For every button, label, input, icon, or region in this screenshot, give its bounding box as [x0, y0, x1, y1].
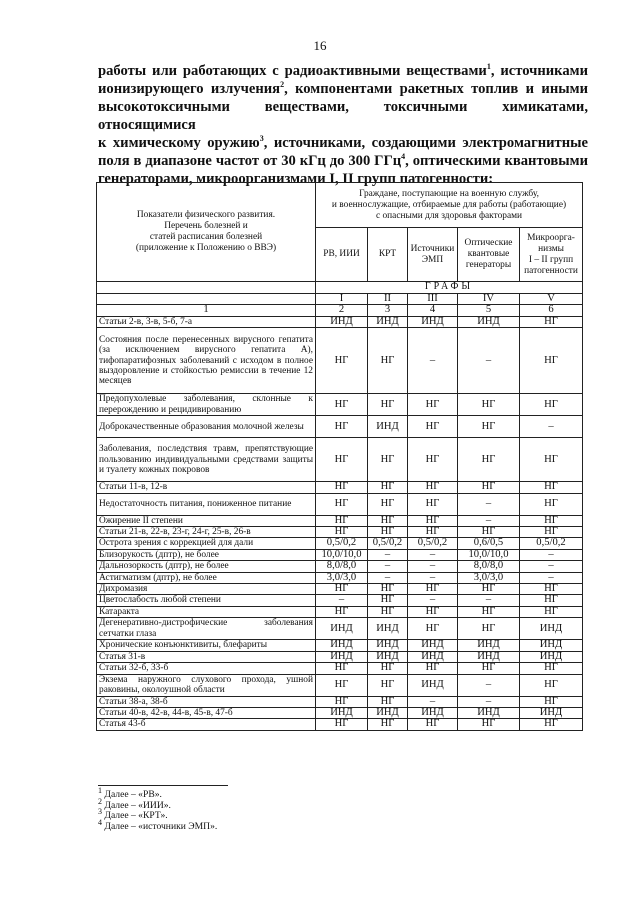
- column-number: 6: [520, 305, 583, 316]
- footnote-number: 1: [98, 785, 102, 795]
- footnote-number: 4: [98, 817, 102, 827]
- row-value: НГ: [408, 438, 458, 482]
- row-value: НГ: [368, 482, 408, 493]
- row-value: НГ: [316, 515, 368, 526]
- row-label: Ожирение II степени: [97, 515, 316, 526]
- row-label: Статьи 32-б, 33-б: [97, 663, 316, 674]
- row-value: ИНД: [368, 416, 408, 438]
- row-value: НГ: [520, 595, 583, 606]
- row-value: НГ: [316, 438, 368, 482]
- table-row: [97, 515, 583, 526]
- row-value: НГ: [458, 394, 520, 416]
- row-value: НГ: [368, 584, 408, 595]
- column-number: 3: [368, 305, 408, 316]
- row-value: НГ: [520, 438, 583, 482]
- row-value: 0,5/0,2: [520, 538, 583, 549]
- column-header-1: РВ, ИИИ: [316, 228, 368, 282]
- row-value: –: [316, 595, 368, 606]
- row-value: НГ: [458, 719, 520, 730]
- row-label: Статья 43-б: [97, 719, 316, 730]
- row-value: НГ: [458, 663, 520, 674]
- header-group: Граждане, поступающие на военную службу, и военнослужащие, отбираемые для работы (работающие) с опасными для здоровья факторами: [316, 183, 583, 228]
- intro-line-3: высокотоксичными веществами, токсичными химикатами, относящимися: [98, 99, 588, 133]
- row-value: 0,5/0,2: [368, 538, 408, 549]
- row-value: ИНД: [458, 707, 520, 718]
- row-value: –: [458, 493, 520, 515]
- row-label: Статьи 2-в, 3-в, 5-б, 7-а: [97, 316, 316, 327]
- row-value: НГ: [408, 606, 458, 617]
- row-label: Заболевания, последствия травм, препятствующие пользованию индивидуальными средствами защиты и туалету кожных покровов: [97, 438, 316, 482]
- table-row: [97, 707, 583, 718]
- row-value: 0,5/0,2: [316, 538, 368, 549]
- row-value: ИНД: [316, 618, 368, 640]
- row-value: ИНД: [316, 640, 368, 651]
- row-value: НГ: [458, 527, 520, 538]
- row-value: НГ: [316, 696, 368, 707]
- row-value: НГ: [316, 493, 368, 515]
- row-value: НГ: [408, 584, 458, 595]
- row-value: НГ: [408, 515, 458, 526]
- row-label: Статьи 21-в, 22-в, 23-г, 24-г, 25-в, 26-в: [97, 527, 316, 538]
- row-value: НГ: [368, 606, 408, 617]
- footnote-list: [98, 785, 228, 832]
- row-value: НГ: [368, 674, 408, 696]
- row-value: –: [520, 549, 583, 560]
- row-value: НГ: [316, 328, 368, 394]
- column-number: 5: [458, 305, 520, 316]
- row-label: Статья 31-в: [97, 651, 316, 662]
- table-row: [97, 394, 583, 416]
- row-value: НГ: [316, 584, 368, 595]
- row-value: ИНД: [520, 618, 583, 640]
- row-value: ИНД: [520, 651, 583, 662]
- row-value: 8,0/8,0: [458, 561, 520, 572]
- row-value: НГ: [458, 618, 520, 640]
- footnote-rule: [98, 785, 228, 786]
- row-value: НГ: [458, 438, 520, 482]
- row-value: 10,0/10,0: [458, 549, 520, 560]
- row-value: 3,0/3,0: [458, 572, 520, 583]
- row-value: НГ: [408, 482, 458, 493]
- row-value: НГ: [316, 606, 368, 617]
- row-value: НГ: [458, 482, 520, 493]
- row-value: –: [520, 561, 583, 572]
- roman-numeral-row: [97, 294, 583, 305]
- row-label: Статьи 38-а, 38-б: [97, 696, 316, 707]
- table-row: [97, 527, 583, 538]
- page-number: 16: [313, 38, 327, 53]
- row-value: –: [368, 572, 408, 583]
- column-header-2: КРТ: [368, 228, 408, 282]
- row-value: НГ: [368, 328, 408, 394]
- row-value: НГ: [316, 482, 368, 493]
- row-value: НГ: [316, 527, 368, 538]
- footnote-text: Далее – «источники ЭМП».: [102, 820, 218, 832]
- row-value: ИНД: [520, 707, 583, 718]
- footnotes: [98, 785, 228, 832]
- row-value: –: [368, 561, 408, 572]
- row-label: Дегенеративно-дистрофические заболевания сетчатки глаза: [97, 618, 316, 640]
- row-value: НГ: [520, 394, 583, 416]
- row-value: –: [408, 595, 458, 606]
- row-value: –: [458, 515, 520, 526]
- roman-numeral: I: [316, 294, 368, 305]
- row-value: НГ: [408, 493, 458, 515]
- row-value: НГ: [368, 527, 408, 538]
- table-row: [97, 663, 583, 674]
- column-number: 1: [97, 305, 316, 316]
- header-indicators: Показатели физического развития. Перечень болезней и статей расписания болезней (приложение к Положению о ВВЭ): [97, 183, 316, 282]
- row-value: НГ: [316, 674, 368, 696]
- row-value: ИНД: [458, 640, 520, 651]
- footnote-text: Далее – «ИИИ».: [102, 799, 171, 811]
- intro-line-4: к химическому оружию$^3$, источниками, создающими электромагнитные: [98, 134, 588, 151]
- row-label: Катаракта: [97, 606, 316, 617]
- row-label: Статьи 11-в, 12-в: [97, 482, 316, 493]
- row-value: НГ: [520, 328, 583, 394]
- intro-line-2: ионизирующего излучения$^2$, компонентами ракетных топлив и иными: [98, 80, 588, 97]
- row-value: НГ: [520, 527, 583, 538]
- row-value: ИНД: [368, 618, 408, 640]
- row-value: –: [408, 572, 458, 583]
- table-row: [97, 328, 583, 394]
- row-value: НГ: [458, 606, 520, 617]
- footnote: [98, 817, 228, 833]
- row-value: ИНД: [408, 707, 458, 718]
- row-value: –: [408, 549, 458, 560]
- row-value: 0,5/0,2: [408, 538, 458, 549]
- table-row: [97, 651, 583, 662]
- table-row: [97, 674, 583, 696]
- grafy-label: ГРАФЫ: [316, 282, 583, 294]
- row-value: ИНД: [458, 651, 520, 662]
- grafy-blank: [97, 282, 316, 294]
- column-number: 2: [316, 305, 368, 316]
- roman-numeral: II: [368, 294, 408, 305]
- column-header-5: Микроорга- низмы I – II групп патогенности: [520, 228, 583, 282]
- row-value: 10,0/10,0: [316, 549, 368, 560]
- row-value: НГ: [368, 515, 408, 526]
- table-row: [97, 316, 583, 327]
- row-label: Экзема наружного слухового прохода, ушной раковины, околоушной области: [97, 674, 316, 696]
- row-value: НГ: [520, 515, 583, 526]
- row-value: НГ: [368, 438, 408, 482]
- column-header-4: Оптические квантовые генераторы: [458, 228, 520, 282]
- row-label: Близорукость (дптр), не более: [97, 549, 316, 560]
- row-value: ИНД: [368, 316, 408, 327]
- row-value: НГ: [368, 394, 408, 416]
- row-value: –: [520, 416, 583, 438]
- row-value: ИНД: [408, 651, 458, 662]
- row-value: ИНД: [368, 651, 408, 662]
- row-value: –: [368, 549, 408, 560]
- row-value: ИНД: [458, 316, 520, 327]
- table-body: [97, 316, 583, 730]
- row-label: Дихромазия: [97, 584, 316, 595]
- footnote-number: 3: [98, 807, 102, 816]
- table-row: [97, 696, 583, 707]
- row-label: Дальнозоркость (дптр), не более: [97, 561, 316, 572]
- row-value: –: [458, 696, 520, 707]
- row-value: НГ: [520, 482, 583, 493]
- table-row: [97, 572, 583, 583]
- medical-fitness-table: [96, 182, 583, 731]
- column-header-3: Источники ЭМП: [408, 228, 458, 282]
- row-value: –: [458, 328, 520, 394]
- row-value: ИНД: [408, 674, 458, 696]
- roman-blank: [97, 294, 316, 305]
- row-value: ИНД: [316, 707, 368, 718]
- row-label: Острота зрения с коррекцией для дали: [97, 538, 316, 549]
- footnote-text: Далее – «КРТ».: [102, 810, 168, 822]
- row-value: НГ: [316, 394, 368, 416]
- row-value: –: [408, 696, 458, 707]
- row-value: –: [458, 674, 520, 696]
- row-value: НГ: [520, 316, 583, 327]
- row-value: ИНД: [368, 640, 408, 651]
- row-value: ИНД: [520, 640, 583, 651]
- row-value: –: [458, 595, 520, 606]
- row-value: НГ: [520, 663, 583, 674]
- intro-line-1: работы или работающих с радиоактивными веществами$^1$, источниками: [98, 62, 588, 79]
- table-row: [97, 493, 583, 515]
- intro-line-6: генераторами, микроорганизмами I, II групп патогенности:: [98, 171, 494, 187]
- table-row: [97, 584, 583, 595]
- column-number-row: [97, 305, 583, 316]
- roman-numeral: V: [520, 294, 583, 305]
- row-value: НГ: [368, 493, 408, 515]
- row-value: НГ: [520, 584, 583, 595]
- row-value: НГ: [368, 719, 408, 730]
- row-value: НГ: [316, 416, 368, 438]
- table-row: [97, 538, 583, 549]
- roman-numeral: IV: [458, 294, 520, 305]
- table-row: [97, 618, 583, 640]
- row-value: –: [408, 328, 458, 394]
- table-row: [97, 606, 583, 617]
- row-label: Хронические конъюнктивиты, блефариты: [97, 640, 316, 651]
- row-label: Цветослабость любой степени: [97, 595, 316, 606]
- row-value: 0,6/0,5: [458, 538, 520, 549]
- row-value: НГ: [368, 663, 408, 674]
- row-value: НГ: [408, 394, 458, 416]
- table-row: [97, 595, 583, 606]
- table-row: [97, 549, 583, 560]
- row-value: 8,0/8,0: [316, 561, 368, 572]
- row-value: НГ: [520, 606, 583, 617]
- table-row: [97, 416, 583, 438]
- row-value: ИНД: [408, 640, 458, 651]
- row-value: НГ: [316, 719, 368, 730]
- row-value: НГ: [408, 527, 458, 538]
- row-value: НГ: [458, 416, 520, 438]
- intro-paragraph: [98, 62, 588, 188]
- table-row: [97, 438, 583, 482]
- footnote-number: 2: [98, 796, 102, 806]
- row-value: НГ: [458, 584, 520, 595]
- intro-line-5: поля в диапазоне частот от 30 кГц до 300 ГГц$^4$, оптическими квантовыми: [98, 152, 588, 169]
- row-label: Состояния после перенесенных вирусного гепатита (за исключением вирусного гепатита А), тифопаратифозных заболеваний с исходом в полное выздоровление и стойкостью ремиссии в течение 12 месяцев: [97, 328, 316, 394]
- row-value: НГ: [408, 719, 458, 730]
- row-label: Недостаточность питания, пониженное питание: [97, 493, 316, 515]
- table-row: [97, 719, 583, 730]
- row-value: –: [408, 561, 458, 572]
- row-value: ИНД: [368, 707, 408, 718]
- row-value: 3,0/3,0: [316, 572, 368, 583]
- row-value: НГ: [408, 416, 458, 438]
- column-number: 4: [408, 305, 458, 316]
- row-value: НГ: [408, 618, 458, 640]
- row-value: НГ: [408, 663, 458, 674]
- table-row: [97, 640, 583, 651]
- row-label: Доброкачественные образования молочной железы: [97, 416, 316, 438]
- row-value: НГ: [520, 674, 583, 696]
- row-value: НГ: [520, 493, 583, 515]
- roman-numeral: III: [408, 294, 458, 305]
- row-value: НГ: [368, 595, 408, 606]
- footnote-text: Далее – «РВ».: [102, 789, 162, 800]
- row-value: ИНД: [316, 316, 368, 327]
- row-value: ИНД: [316, 651, 368, 662]
- row-value: НГ: [368, 696, 408, 707]
- row-label: Предопухолевые заболевания, склонные к перерождению и рецидивированию: [97, 394, 316, 416]
- row-value: НГ: [520, 696, 583, 707]
- row-value: –: [520, 572, 583, 583]
- row-label: Астигматизм (дптр), не более: [97, 572, 316, 583]
- table-row: [97, 482, 583, 493]
- row-value: НГ: [520, 719, 583, 730]
- row-label: Статьи 40-в, 42-в, 44-в, 45-в, 47-б: [97, 707, 316, 718]
- row-value: НГ: [316, 663, 368, 674]
- row-value: ИНД: [408, 316, 458, 327]
- table-row: [97, 561, 583, 572]
